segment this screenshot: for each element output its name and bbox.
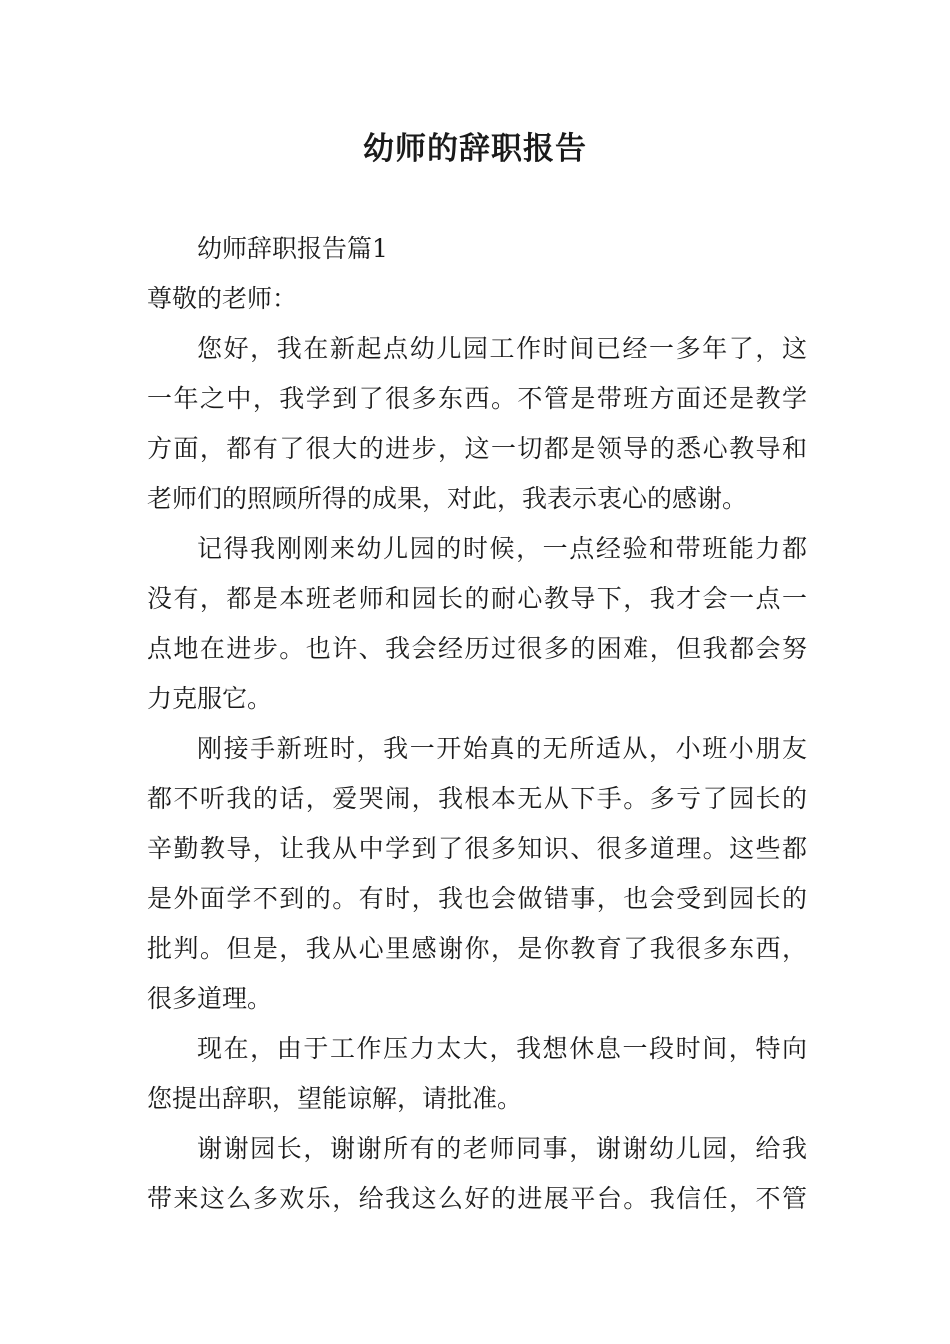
paragraph-5-line-2: 带来这么多欢乐，给我这么好的进展平台。我信任，不管 xyxy=(147,1184,807,1213)
paragraph-1-line-1: 您好，我在新起点幼儿园工作时间已经一多年了，这 xyxy=(197,334,807,363)
paragraph-4-line-2: 您提出辞职，望能谅解，请批准。 xyxy=(147,1084,523,1113)
document-title: 幼师的辞职报告 xyxy=(363,131,587,167)
paragraph-2-line-4: 力克服它。 xyxy=(147,684,273,713)
paragraph-3-line-3: 辛勤教导，让我从中学到了很多知识、很多道理。这些都 xyxy=(147,834,807,863)
paragraph-3-line-5: 批判。但是，我从心里感谢你，是你教育了我很多东西， xyxy=(147,934,807,963)
paragraph-3-line-2: 都不听我的话，爱哭闹，我根本无从下手。多亏了园长的 xyxy=(147,784,807,813)
paragraph-2-line-2: 没有，都是本班老师和园长的耐心教导下，我才会一点一 xyxy=(147,584,807,613)
salutation: 尊敬的老师： xyxy=(147,284,298,313)
section-heading: 幼师辞职报告篇1 xyxy=(197,234,388,263)
paragraph-1-line-4: 老师们的照顾所得的成果，对此，我表示衷心的感谢。 xyxy=(147,484,748,513)
paragraph-3-line-4: 是外面学不到的。有时，我也会做错事，也会受到园长的 xyxy=(147,884,807,913)
paragraph-1-line-3: 方面，都有了很大的进步，这一切都是领导的悉心教导和 xyxy=(147,434,807,463)
paragraph-2-line-1: 记得我刚刚来幼儿园的时候，一点经验和带班能力都 xyxy=(197,534,807,563)
document-body xyxy=(147,224,807,1224)
paragraph-2-line-3: 点地在进步。也许、我会经历过很多的困难，但我都会努 xyxy=(147,634,807,663)
paragraph-5-line-1: 谢谢园长，谢谢所有的老师同事，谢谢幼儿园，给我 xyxy=(197,1134,807,1163)
paragraph-1-line-2: 一年之中，我学到了很多东西。不管是带班方面还是教学 xyxy=(147,384,807,413)
paragraph-3-line-6: 很多道理。 xyxy=(147,984,273,1013)
paragraph-4-line-1: 现在，由于工作压力太大，我想休息一段时间，特向 xyxy=(197,1034,807,1063)
paragraph-3-line-1: 刚接手新班时，我一开始真的无所适从，小班小朋友 xyxy=(197,734,807,763)
